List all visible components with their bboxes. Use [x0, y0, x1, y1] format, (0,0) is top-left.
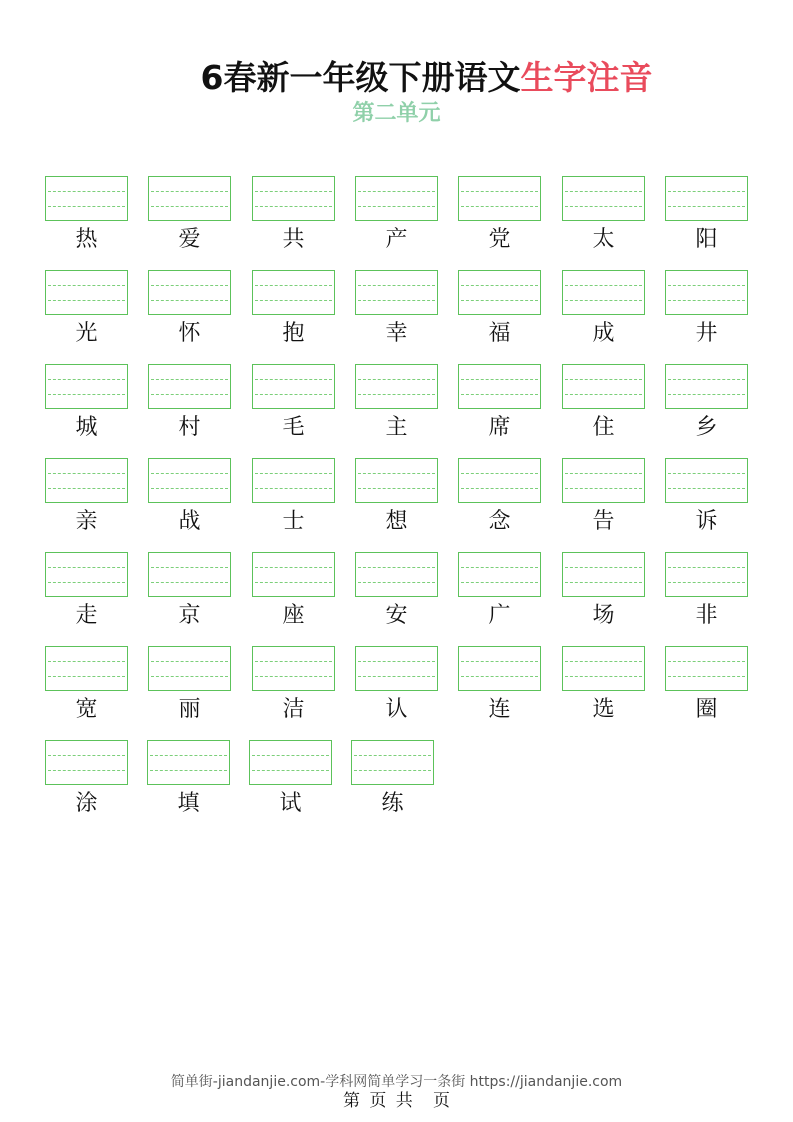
character-cell: [355, 270, 438, 348]
guide-line: [358, 676, 435, 677]
pinyin-writing-box[interactable]: [148, 646, 231, 691]
guide-line: [668, 394, 745, 395]
guide-line: [48, 582, 125, 583]
page-label-1: 第: [342, 1091, 360, 1111]
guide-line: [358, 206, 435, 207]
guide-line: [358, 191, 435, 192]
guide-line: [358, 567, 435, 568]
pinyin-writing-box[interactable]: [252, 646, 335, 691]
pinyin-writing-box[interactable]: [665, 458, 748, 503]
pinyin-writing-box[interactable]: [562, 646, 645, 691]
pinyin-writing-box[interactable]: [355, 176, 438, 221]
character-cell: [665, 270, 748, 348]
character-cell: [665, 176, 748, 254]
hanzi-character: 亲: [75, 509, 98, 534]
hanzi-character: 京: [178, 603, 201, 628]
hanzi-character: 产: [385, 227, 408, 252]
character-cell: [45, 552, 128, 630]
pinyin-writing-box[interactable]: [355, 646, 438, 691]
pinyin-writing-box[interactable]: [252, 270, 335, 315]
character-cell: [252, 646, 335, 724]
guide-line: [255, 567, 332, 568]
guide-line: [565, 191, 642, 192]
guide-line: [48, 473, 125, 474]
character-cell: [665, 646, 748, 724]
pinyin-writing-box[interactable]: [458, 458, 541, 503]
guide-line: [565, 488, 642, 489]
hanzi-character: 丽: [178, 697, 201, 722]
pinyin-writing-box[interactable]: [351, 740, 434, 785]
guide-line: [354, 755, 431, 756]
guide-line: [252, 770, 329, 771]
character-cell: [45, 458, 128, 536]
hanzi-character: 连: [488, 697, 511, 722]
pinyin-writing-box[interactable]: [148, 458, 231, 503]
guide-line: [565, 394, 642, 395]
hanzi-character: 认: [385, 697, 408, 722]
guide-line: [151, 676, 228, 677]
guide-line: [668, 676, 745, 677]
hanzi-character: 成: [592, 321, 615, 346]
guide-line: [565, 206, 642, 207]
unit-subtitle: 第二单元: [352, 101, 441, 126]
character-cell: [355, 458, 438, 536]
guide-line: [252, 755, 329, 756]
hanzi-character: 走: [75, 603, 98, 628]
guide-line: [151, 285, 228, 286]
guide-line: [461, 379, 538, 380]
pinyin-writing-box[interactable]: [562, 364, 645, 409]
guide-line: [151, 488, 228, 489]
page-number: [0, 1086, 793, 1111]
pinyin-writing-box[interactable]: [148, 270, 231, 315]
pinyin-writing-box[interactable]: [355, 552, 438, 597]
guide-line: [461, 394, 538, 395]
pinyin-writing-box[interactable]: [355, 270, 438, 315]
page-label-3: 共: [395, 1091, 413, 1111]
pinyin-writing-box[interactable]: [252, 552, 335, 597]
guide-line: [48, 661, 125, 662]
hanzi-character: 涂: [75, 791, 98, 816]
guide-line: [358, 473, 435, 474]
character-cell: [562, 270, 645, 348]
character-cell: [665, 458, 748, 536]
guide-line: [358, 394, 435, 395]
guide-line: [461, 206, 538, 207]
pinyin-writing-box[interactable]: [45, 740, 128, 785]
guide-line: [354, 770, 431, 771]
hanzi-character: 毛: [282, 415, 305, 440]
guide-line: [565, 473, 642, 474]
hanzi-character: 念: [488, 509, 511, 534]
character-cell: [252, 364, 335, 442]
pinyin-writing-box[interactable]: [665, 176, 748, 221]
hanzi-character: 共: [282, 227, 305, 252]
page-label-4: 页: [433, 1091, 451, 1111]
pinyin-writing-box[interactable]: [249, 740, 332, 785]
pinyin-writing-box[interactable]: [45, 552, 128, 597]
guide-line: [255, 285, 332, 286]
hanzi-character: 告: [592, 509, 615, 534]
character-cell: [562, 364, 645, 442]
hanzi-character: 城: [75, 415, 98, 440]
pinyin-writing-box[interactable]: [148, 364, 231, 409]
guide-line: [668, 661, 745, 662]
character-cell: [147, 740, 230, 818]
guide-line: [48, 394, 125, 395]
character-cell: [562, 176, 645, 254]
guide-line: [151, 582, 228, 583]
hanzi-character: 诉: [695, 509, 718, 534]
guide-line: [461, 191, 538, 192]
character-cell: [458, 552, 541, 630]
character-cell: [355, 646, 438, 724]
pinyin-writing-box[interactable]: [148, 552, 231, 597]
hanzi-character: 试: [279, 791, 302, 816]
hanzi-character: 乡: [695, 415, 718, 440]
pinyin-writing-box[interactable]: [458, 270, 541, 315]
guide-line: [151, 473, 228, 474]
guide-line: [151, 567, 228, 568]
pinyin-writing-box[interactable]: [252, 176, 335, 221]
guide-line: [48, 300, 125, 301]
guide-line: [48, 488, 125, 489]
character-cell: [458, 176, 541, 254]
guide-line: [668, 488, 745, 489]
hanzi-character: 洁: [282, 697, 305, 722]
hanzi-character: 幸: [385, 321, 408, 346]
guide-line: [358, 300, 435, 301]
pinyin-writing-box[interactable]: [458, 364, 541, 409]
pinyin-writing-box[interactable]: [45, 270, 128, 315]
guide-line: [565, 582, 642, 583]
hanzi-character: 席: [488, 415, 511, 440]
guide-line: [358, 488, 435, 489]
pinyin-writing-box[interactable]: [148, 176, 231, 221]
hanzi-character: 安: [385, 603, 408, 628]
guide-line: [461, 488, 538, 489]
guide-line: [48, 770, 125, 771]
guide-line: [255, 473, 332, 474]
pinyin-writing-box[interactable]: [45, 458, 128, 503]
character-cell: [45, 270, 128, 348]
character-cell: [562, 646, 645, 724]
guide-line: [668, 473, 745, 474]
guide-line: [150, 755, 227, 756]
guide-line: [565, 285, 642, 286]
guide-line: [565, 379, 642, 380]
character-cell: [355, 364, 438, 442]
character-cell: [45, 646, 128, 724]
hanzi-character: 光: [75, 321, 98, 346]
hanzi-character: 怀: [178, 321, 201, 346]
guide-line: [358, 661, 435, 662]
guide-line: [151, 191, 228, 192]
guide-line: [461, 567, 538, 568]
guide-line: [668, 191, 745, 192]
guide-line: [48, 379, 125, 380]
footer-source: 简单街-jiandanjie.com-学科网简单学习一条街 https://jiandanjie.com: [170, 1074, 623, 1090]
hanzi-character: 宽: [75, 697, 98, 722]
character-cell: [249, 740, 332, 818]
guide-line: [461, 676, 538, 677]
guide-line: [255, 394, 332, 395]
page-label-2: 页: [369, 1091, 387, 1111]
character-cell: [45, 740, 128, 818]
guide-line: [358, 379, 435, 380]
pinyin-writing-box[interactable]: [355, 364, 438, 409]
guide-line: [461, 285, 538, 286]
guide-line: [565, 567, 642, 568]
character-cell: [458, 458, 541, 536]
pinyin-writing-box[interactable]: [252, 458, 335, 503]
character-cell: [252, 552, 335, 630]
character-cell: [665, 552, 748, 630]
pinyin-writing-box[interactable]: [665, 364, 748, 409]
pinyin-writing-box[interactable]: [458, 552, 541, 597]
guide-line: [255, 300, 332, 301]
hanzi-character: 广: [488, 603, 511, 628]
guide-line: [151, 394, 228, 395]
character-cell: [148, 364, 231, 442]
guide-line: [668, 206, 745, 207]
guide-line: [150, 770, 227, 771]
guide-line: [151, 300, 228, 301]
guide-line: [255, 206, 332, 207]
title-main: 6春新一年级下册语文: [200, 58, 521, 97]
guide-line: [255, 191, 332, 192]
hanzi-character: 填: [177, 791, 200, 816]
guide-line: [668, 379, 745, 380]
hanzi-character: 士: [282, 509, 305, 534]
guide-line: [48, 285, 125, 286]
hanzi-character: 阳: [695, 227, 718, 252]
guide-line: [151, 661, 228, 662]
hanzi-character: 党: [488, 227, 511, 252]
pinyin-writing-box[interactable]: [665, 646, 748, 691]
guide-line: [461, 300, 538, 301]
guide-line: [668, 285, 745, 286]
hanzi-character: 想: [385, 509, 408, 534]
guide-line: [461, 582, 538, 583]
character-cell: [355, 552, 438, 630]
guide-line: [151, 206, 228, 207]
pinyin-writing-box[interactable]: [562, 552, 645, 597]
guide-line: [48, 191, 125, 192]
hanzi-character: 练: [381, 791, 404, 816]
pinyin-writing-box[interactable]: [45, 364, 128, 409]
pinyin-writing-box[interactable]: [45, 646, 128, 691]
guide-line: [255, 488, 332, 489]
pinyin-writing-box[interactable]: [665, 270, 748, 315]
hanzi-character: 主: [385, 415, 408, 440]
hanzi-character: 井: [695, 321, 718, 346]
guide-line: [48, 755, 125, 756]
hanzi-character: 村: [178, 415, 201, 440]
guide-line: [565, 300, 642, 301]
pinyin-writing-box[interactable]: [562, 458, 645, 503]
guide-line: [151, 379, 228, 380]
character-cell: [458, 270, 541, 348]
hanzi-character: 圈: [695, 697, 718, 722]
hanzi-character: 选: [592, 697, 615, 722]
guide-line: [668, 567, 745, 568]
pinyin-writing-box[interactable]: [665, 552, 748, 597]
guide-line: [668, 582, 745, 583]
pinyin-writing-box[interactable]: [458, 646, 541, 691]
character-cell: [148, 176, 231, 254]
character-cell: [665, 364, 748, 442]
guide-line: [255, 661, 332, 662]
guide-line: [48, 567, 125, 568]
title-accent: 生字注音: [520, 58, 653, 97]
character-cell: [458, 364, 541, 442]
hanzi-character: 太: [592, 227, 615, 252]
pinyin-writing-box[interactable]: [562, 270, 645, 315]
guide-line: [255, 676, 332, 677]
character-cell: [458, 646, 541, 724]
hanzi-character: 非: [695, 603, 718, 628]
character-cell: [45, 176, 128, 254]
character-cell: [562, 552, 645, 630]
character-cell: [148, 458, 231, 536]
guide-line: [461, 473, 538, 474]
hanzi-character: 热: [75, 227, 98, 252]
pinyin-writing-box[interactable]: [45, 176, 128, 221]
hanzi-character: 住: [592, 415, 615, 440]
guide-line: [668, 300, 745, 301]
guide-line: [48, 206, 125, 207]
character-cell: [252, 458, 335, 536]
guide-line: [255, 582, 332, 583]
guide-line: [358, 582, 435, 583]
hanzi-character: 座: [282, 603, 305, 628]
pinyin-writing-box[interactable]: [147, 740, 230, 785]
character-cell: [148, 552, 231, 630]
character-cell: [148, 646, 231, 724]
hanzi-character: 爱: [178, 227, 201, 252]
hanzi-character: 战: [178, 509, 201, 534]
hanzi-character: 抱: [282, 321, 305, 346]
guide-line: [565, 676, 642, 677]
character-cell: [562, 458, 645, 536]
pinyin-writing-box[interactable]: [562, 176, 645, 221]
character-cell: [252, 176, 335, 254]
guide-line: [461, 661, 538, 662]
guide-line: [565, 661, 642, 662]
character-cell: [355, 176, 438, 254]
page-title: [0, 52, 793, 99]
pinyin-writing-box[interactable]: [458, 176, 541, 221]
guide-line: [48, 676, 125, 677]
hanzi-character: 场: [592, 603, 615, 628]
guide-line: [255, 379, 332, 380]
character-cell: [351, 740, 434, 818]
guide-line: [358, 285, 435, 286]
character-cell: [148, 270, 231, 348]
pinyin-writing-box[interactable]: [252, 364, 335, 409]
pinyin-writing-box[interactable]: [355, 458, 438, 503]
hanzi-character: 福: [488, 321, 511, 346]
character-cell: [252, 270, 335, 348]
character-cell: [45, 364, 128, 442]
